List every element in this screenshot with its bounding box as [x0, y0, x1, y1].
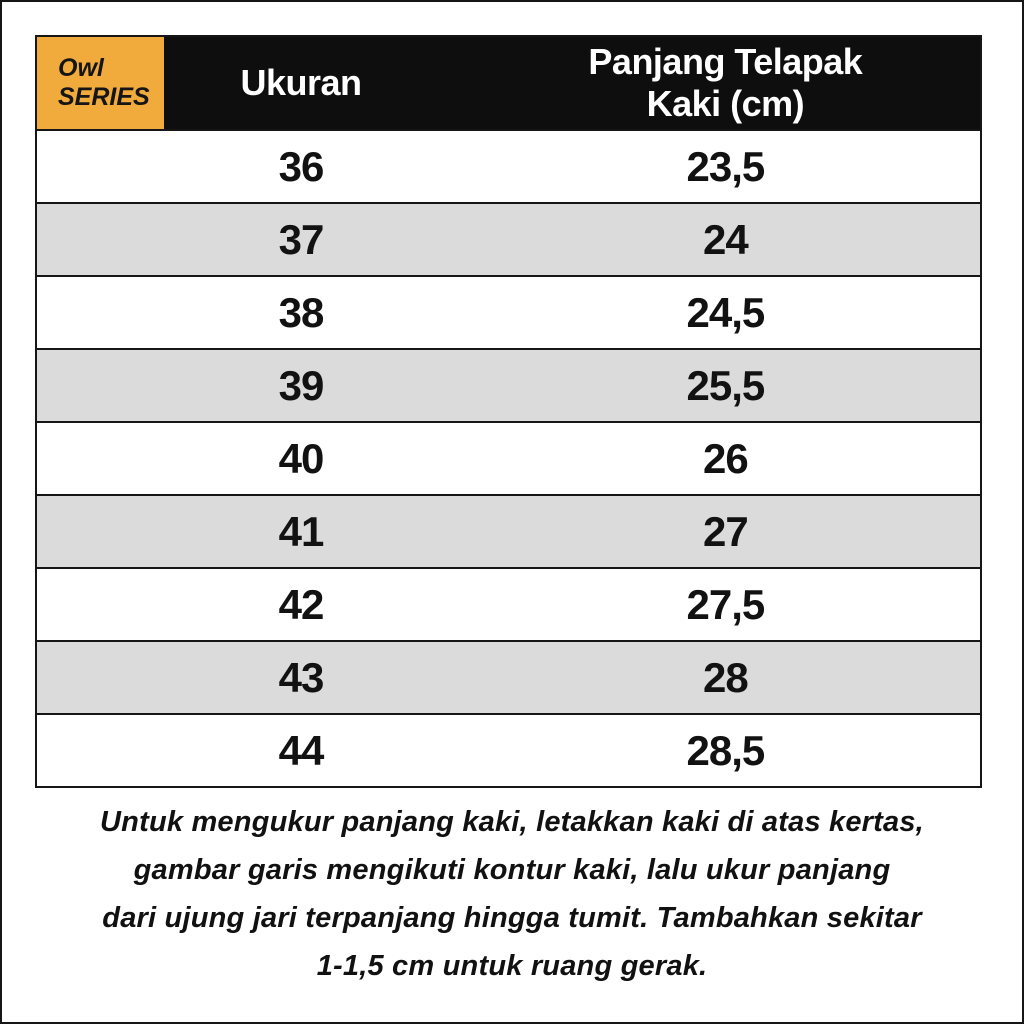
length-value: 24 [703, 215, 748, 263]
table-row [37, 421, 980, 494]
length-value: 26 [703, 434, 748, 482]
column-header-foot-length: Panjang Telapak Kaki (cm) [588, 41, 863, 124]
series-badge [37, 37, 164, 129]
length-value: 23,5 [686, 142, 765, 190]
size-value: 39 [278, 361, 324, 409]
instruction-line: gambar garis mengikuti kontur kaki, lalu ukur panjang [133, 854, 891, 886]
table-row [37, 640, 980, 713]
series-badge-line2: SERIES [58, 83, 150, 111]
size-value: 41 [278, 507, 324, 555]
series-badge-line1: Owl [58, 53, 104, 82]
length-value: 27 [703, 507, 748, 555]
table-row [37, 202, 980, 275]
table-row [37, 567, 980, 640]
table-row [37, 275, 980, 348]
table-header-row [37, 37, 980, 129]
table-row [37, 713, 980, 786]
measurement-instructions [2, 798, 1022, 990]
instruction-line: 1-1,5 cm untuk ruang gerak. [316, 950, 708, 982]
length-value: 28 [703, 653, 748, 701]
table-row [37, 348, 980, 421]
instruction-line: Untuk mengukur panjang kaki, letakkan kaki di atas kertas, [100, 806, 924, 838]
table-row [37, 129, 980, 202]
instruction-line: dari ujung jari terpanjang hingga tumit. Tambahkan sekitar [102, 902, 922, 934]
length-value: 24,5 [686, 288, 765, 336]
size-value: 44 [278, 726, 324, 774]
length-value: 28,5 [686, 726, 765, 774]
length-value: 25,5 [686, 361, 765, 409]
column-header-size: Ukuran [240, 62, 362, 103]
length-value: 27,5 [686, 580, 765, 628]
size-value: 42 [278, 580, 324, 628]
size-value: 37 [278, 215, 324, 263]
size-value: 43 [278, 653, 324, 701]
table-row [37, 494, 980, 567]
size-chart-table [35, 35, 982, 788]
size-value: 36 [278, 142, 324, 190]
size-value: 40 [278, 434, 324, 482]
size-value: 38 [278, 288, 324, 336]
